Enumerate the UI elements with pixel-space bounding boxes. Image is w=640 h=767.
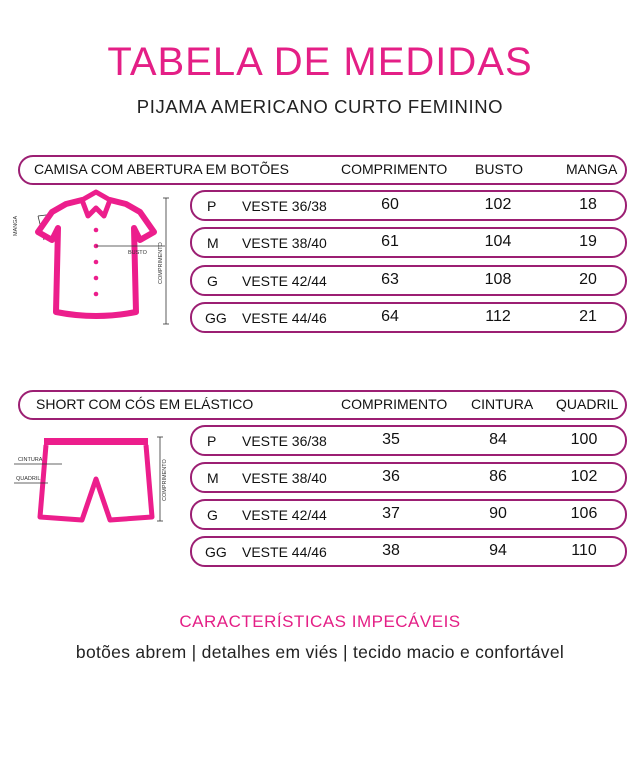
shorts-length-p: 35 xyxy=(382,431,400,448)
shirt-length-gg: 64 xyxy=(381,308,399,325)
shorts-size-m: M xyxy=(207,470,219,486)
shorts-length-g: 37 xyxy=(382,505,400,522)
shirt-bust-label: BUSTO xyxy=(128,250,147,256)
shirt-size-g: G xyxy=(207,273,218,289)
shirt-size-m: M xyxy=(207,235,219,251)
shorts-col-length: COMPRIMENTO xyxy=(341,396,448,412)
shorts-waist-m: 86 xyxy=(489,468,507,485)
shirt-col-length: COMPRIMENTO xyxy=(341,161,448,177)
shirt-fit-g: VESTE 42/44 xyxy=(242,273,327,289)
shirt-section-label: CAMISA COM ABERTURA EM BOTÕES xyxy=(34,161,289,177)
shirt-col-bust: BUSTO xyxy=(475,161,523,177)
shorts-size-gg: GG xyxy=(205,544,227,560)
shorts-length-gg: 38 xyxy=(382,542,400,559)
shirt-length-m: 61 xyxy=(381,233,399,250)
page-title: TABELA DE MEDIDAS xyxy=(107,40,533,84)
shorts-fit-gg: VESTE 44/46 xyxy=(242,544,327,560)
shirt-col-sleeve: MANGA xyxy=(566,161,618,177)
shorts-hip-p: 100 xyxy=(570,431,598,448)
shorts-col-waist: CINTURA xyxy=(471,396,534,412)
shorts-fit-m: VESTE 38/40 xyxy=(242,470,327,486)
shorts-length-m: 36 xyxy=(382,468,400,485)
shorts-hip-gg: 110 xyxy=(571,542,597,559)
shirt-fit-gg: VESTE 44/46 xyxy=(242,310,327,326)
shorts-fit-g: VESTE 42/44 xyxy=(242,507,327,523)
shirt-fit-p: VESTE 36/38 xyxy=(242,198,327,214)
features-text: botões abrem | detalhes em viés | tecido macio e confortável xyxy=(75,642,565,662)
shirt-length-p: 60 xyxy=(381,196,399,213)
shirt-size-p: P xyxy=(207,198,217,214)
shorts-length-label: COMPRIMENTO xyxy=(162,459,168,501)
shorts-waist-g: 90 xyxy=(489,505,507,522)
shirt-diagram xyxy=(0,188,190,338)
shorts-waist-p: 84 xyxy=(489,431,507,448)
shorts-waist-label: CINTURA xyxy=(18,457,43,463)
shirt-sleeve-p: 18 xyxy=(579,196,597,213)
shirt-fit-m: VESTE 38/40 xyxy=(242,235,327,251)
page-subtitle: PIJAMA AMERICANO CURTO FEMININO xyxy=(136,96,504,117)
shorts-waist-gg: 94 xyxy=(489,542,507,559)
shorts-hip-m: 102 xyxy=(570,468,598,485)
shorts-col-hip: QUADRIL xyxy=(556,396,619,412)
shirt-sleeve-gg: 21 xyxy=(579,308,597,325)
shirt-sleeve-g: 20 xyxy=(579,271,597,288)
shirt-bust-g: 108 xyxy=(484,271,512,288)
shirt-sleeve-label: MANGA xyxy=(13,215,19,236)
shorts-size-p: P xyxy=(207,433,217,449)
shirt-length-label: COMPRIMENTO xyxy=(158,242,164,284)
shorts-hip-label: QUADRIL xyxy=(16,476,41,482)
shirt-length-g: 63 xyxy=(381,271,399,288)
shirt-bust-m: 104 xyxy=(484,233,512,250)
shirt-bust-p: 102 xyxy=(484,196,512,213)
shorts-section-label: SHORT COM CÓS EM ELÁSTICO xyxy=(36,396,254,412)
features-title: CARACTERÍSTICAS IMPECÁVEIS xyxy=(179,612,461,631)
shorts-hip-g: 106 xyxy=(570,505,598,522)
shorts-diagram xyxy=(0,425,190,535)
shirt-bust-gg: 112 xyxy=(485,308,511,325)
shirt-sleeve-m: 19 xyxy=(579,233,597,250)
shirt-size-gg: GG xyxy=(205,310,227,326)
shorts-fit-p: VESTE 36/38 xyxy=(242,433,327,449)
shorts-size-g: G xyxy=(207,507,218,523)
